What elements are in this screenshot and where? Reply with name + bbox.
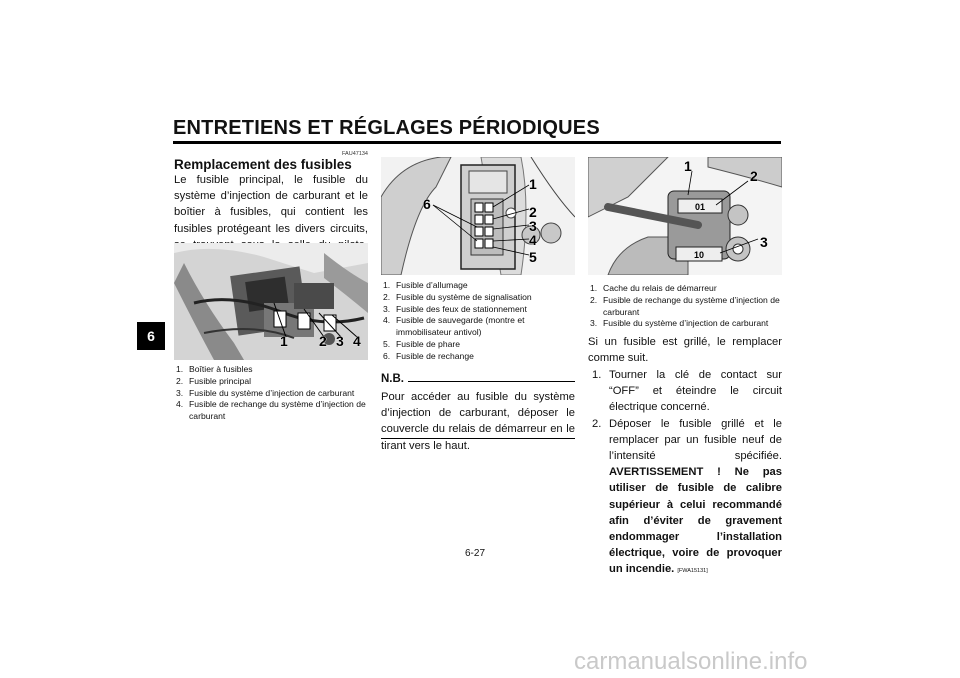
fig1-callout-3: 3	[336, 333, 344, 349]
warning-text: AVERTISSEMENT ! Ne pas utiliser de fusible de calibre supérieur à celui recommandé afin d’éviter de gravement endommager l’installation électrique, voire de provoquer un incendie.	[609, 466, 782, 576]
fuse-panel-photo	[381, 157, 575, 275]
fig2-callout-5: 5	[529, 249, 537, 265]
note-label: N.B.	[381, 373, 404, 385]
procedure-step: 2. Déposer le fusible grillé et le remplacer par un fusible neuf de l’intensité spécifiée. AVERTISSEMENT ! Ne pas utiliser de fusible de calibre supérieur à celui recommandé afin d’éviter de gravement endommager l’installation électrique, voire de provoquer un incendie. [FWA15131]	[592, 417, 782, 576]
fig1-callout-4: 4	[353, 333, 361, 349]
fig3-callout-3: 3	[760, 234, 768, 250]
starter-relay-photo	[588, 157, 782, 275]
fig2-callout-4: 4	[529, 232, 537, 248]
caption-item: 3. Fusible du système d’injection de carburant	[176, 387, 355, 398]
caption-item: 2. Fusible du système de signalisation	[383, 291, 532, 302]
caption-item: 2. Fusible principal	[176, 375, 252, 386]
caption-item: 3. Fusible du système d’injection de carburant	[590, 318, 769, 329]
header-rule	[173, 141, 781, 144]
caption-item: 4. Fusible de sauvegarde (montre et immobilisateur antivol)	[383, 315, 525, 338]
note-bottom-rule	[381, 438, 575, 439]
figure1-captions	[176, 364, 368, 423]
chapter-title: ENTRETIENS ET RÉGLAGES PÉRIODIQUES	[173, 117, 600, 139]
caption-item: 1. Cache du relais de démarreur	[590, 283, 717, 293]
warning-code: [FWA15131]	[677, 568, 708, 575]
intro-paragraph: Le fusible principal, le fusible du système d’injection de carburant et le boîtier à fusibles, qui contient les fusibles protégeant les divers circuits,	[174, 174, 368, 235]
procedure-step: 1. Tourner la clé de contact sur “OFF” et éteindre le circuit électrique concerné.	[592, 369, 782, 414]
caption-item: 4. Fusible de rechange du système d’injection de carburant	[176, 399, 366, 422]
fig2-callout-2: 2	[529, 204, 537, 220]
chapter-tab: 6	[137, 322, 165, 350]
fig2-callout-3: 3	[529, 218, 537, 234]
fuse-label-01: 01	[694, 202, 706, 212]
fig2-callout-6: 6	[423, 196, 431, 212]
section-code: FAU47134	[342, 151, 368, 157]
figure2-captions	[383, 280, 573, 363]
note-text: Pour accéder au fusible du système d’injection de carburant, déposer le couvercle du relais de démarreur en le tirant vers le haut.	[381, 391, 575, 452]
fig1-callout-1: 1	[280, 333, 288, 349]
fuse-box-photo	[174, 243, 368, 360]
caption-item: 2. Fusible de rechange du système d’injection de carburant	[590, 294, 780, 317]
fig1-callout-2: 2	[319, 333, 327, 349]
fuse-label-10: 10	[693, 250, 705, 260]
watermark: carmanualsonline.info	[574, 648, 808, 675]
procedure-steps	[588, 367, 782, 580]
note-header	[381, 373, 575, 385]
caption-item: 6. Fusible de rechange	[383, 350, 474, 361]
caption-item: 1. Fusible d’allumage	[383, 280, 468, 290]
caption-item: 1. Boîtier à fusibles	[176, 364, 253, 374]
section-title: Remplacement des fusibles	[174, 157, 352, 172]
figure3-captions	[590, 283, 782, 330]
fig3-callout-2: 2	[750, 168, 758, 184]
procedure-intro: Si un fusible est grillé, le remplacer comme suit.	[588, 336, 782, 365]
fig2-callout-1: 1	[529, 176, 537, 192]
caption-item: 5. Fusible de phare	[383, 338, 461, 349]
fig3-callout-1: 1	[684, 158, 692, 174]
page-number: 6-27	[465, 548, 486, 559]
caption-item: 3. Fusible des feux de stationnement	[383, 303, 527, 314]
note-top-rule	[408, 381, 575, 382]
